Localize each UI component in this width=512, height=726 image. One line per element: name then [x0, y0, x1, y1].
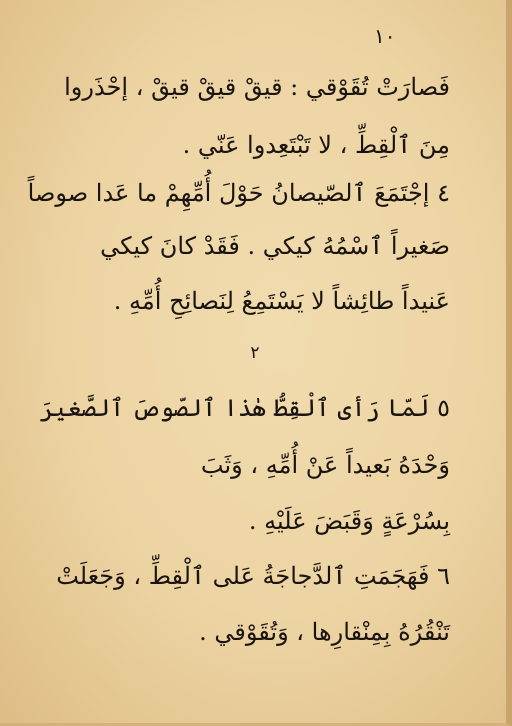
- paragraph-5-line-2: وَحْدَهُ بَعيداً عَنْ أُمِّهِ ، وَثَبَ: [200, 451, 450, 479]
- paragraph-5-line-1: ٥ لَمّا رَأى ٱلْقِطُّ هٰذا ٱلصّوصَ ٱلصَّغيرَ: [39, 394, 450, 422]
- paragraph-6-line-1: ٦ فَهَجَمَتِ ٱلدَّجاجَةُ عَلى ٱلْقِطِّ ، وَجَعَلَتْ: [56, 562, 450, 590]
- paragraph-4-line-1: ٤ إجْتَمَعَ ٱلصّيصانُ حَوْلَ أُمِّهِمْ ما عَدا صوصاً: [27, 179, 450, 207]
- paragraph-6-line-2: تَنْقُرُهُ بِمِنْقارِها ، وَتُقَوْقي .: [199, 618, 450, 646]
- section-number: ٢: [250, 343, 260, 363]
- text-line-1: فَصارَتْ تُقَوْقي : قيقْ قيقْ قيقْ ، إحْذَروا: [64, 73, 450, 101]
- paragraph-4-line-2: صَغيراً ٱسْمُهُ كيكي . فَقَدْ كانَ كيكي: [100, 232, 450, 260]
- text-line-2: مِنَ ٱلْقِطِّ ، لا تَبْتَعِدوا عَنّي .: [182, 131, 450, 159]
- page-number: ١٠: [374, 24, 396, 48]
- paragraph-5-line-3: بِسُرْعَةٍ وَقَبَضَ عَلَيْهِ .: [248, 507, 450, 535]
- paragraph-4-line-3: عَنيداً طائِشاً لا يَسْتَمِعُ لِنَصائِحِ أُمِّهِ .: [113, 287, 450, 315]
